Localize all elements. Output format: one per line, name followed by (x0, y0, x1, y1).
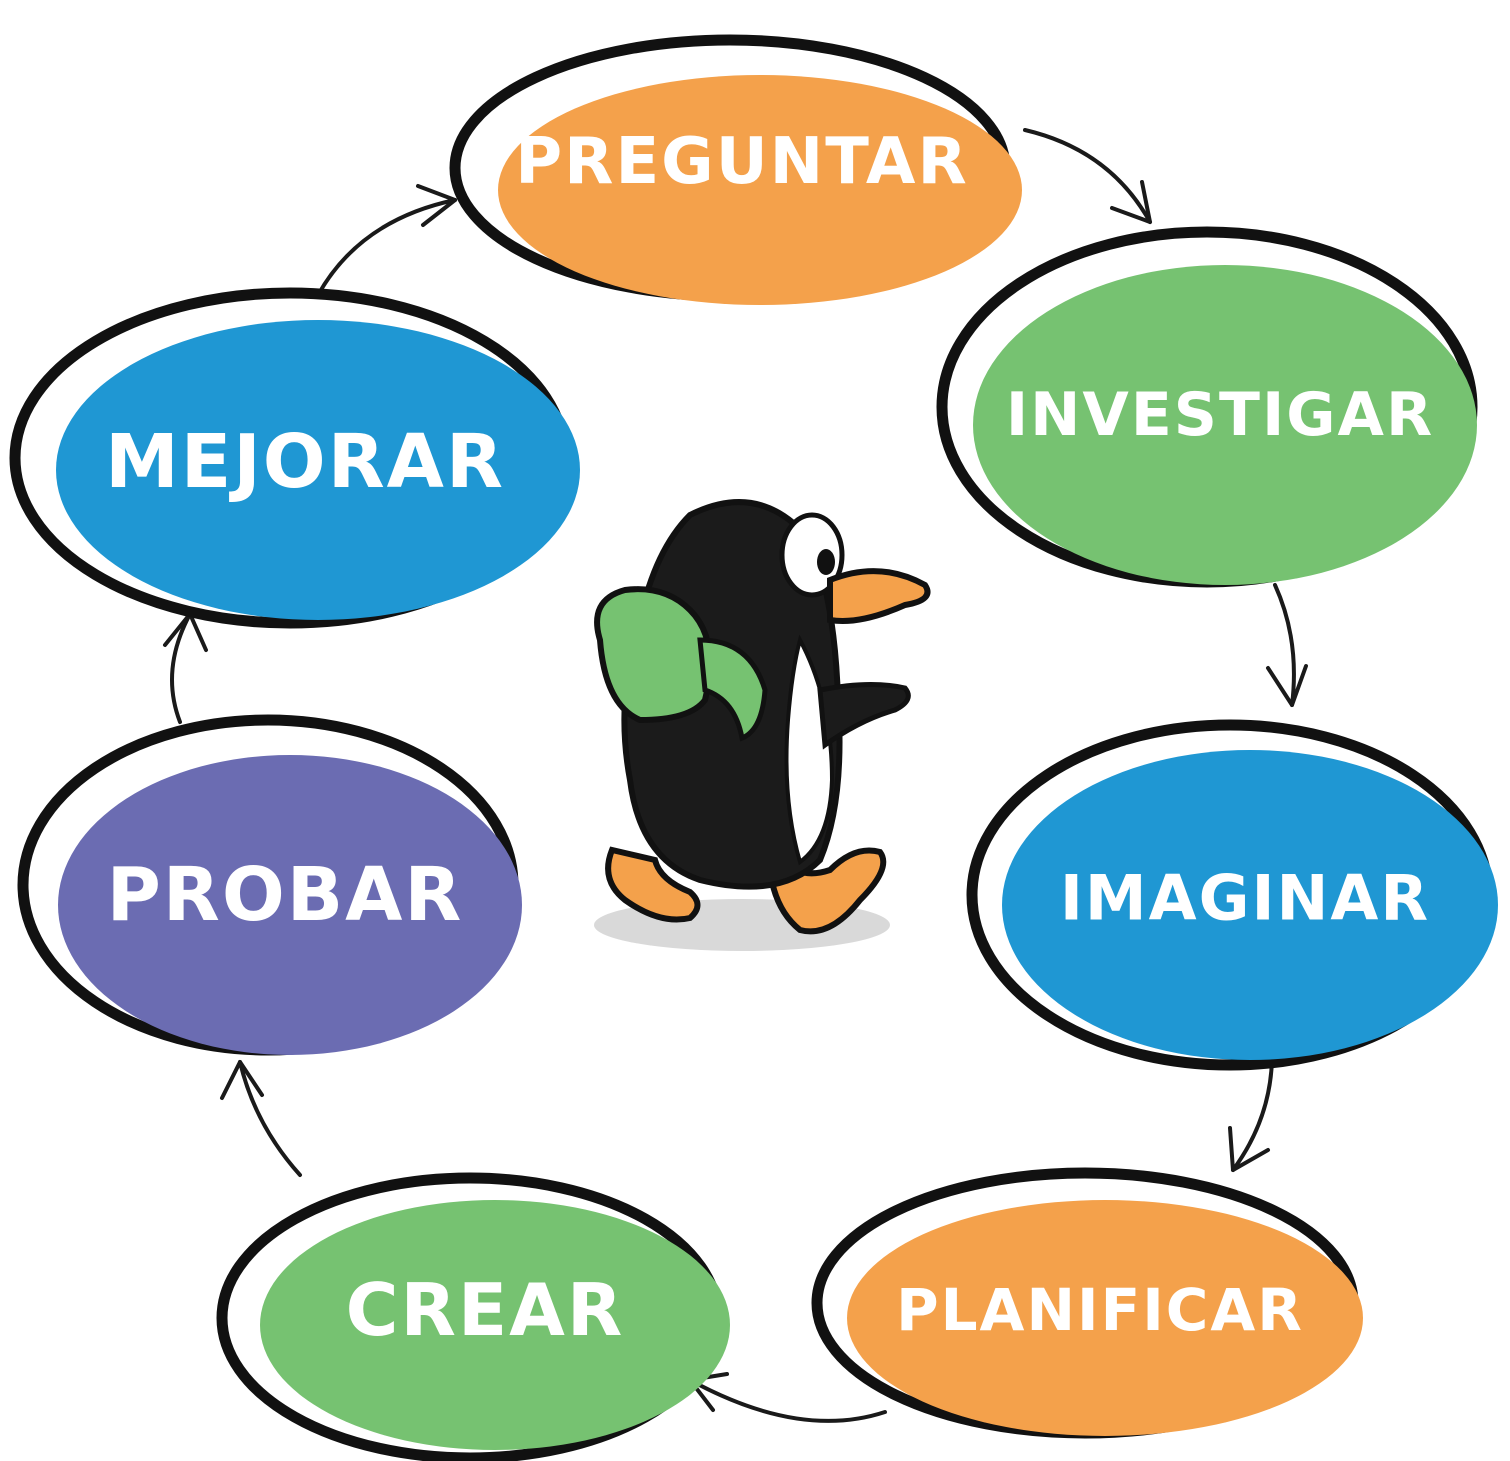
step-imaginar (972, 725, 1498, 1065)
step-label: PROBAR (106, 852, 464, 938)
step-label: PREGUNTAR (515, 125, 969, 199)
step-label: IMAGINAR (1059, 861, 1431, 935)
arrow-planificar-to-crear (690, 1374, 885, 1421)
arrow-mejorar-to-preguntar (318, 186, 455, 295)
step-label: CREAR (345, 1268, 625, 1352)
penguin-icon (594, 502, 928, 951)
step-label: INVESTIGAR (1005, 380, 1435, 450)
step-probar (23, 720, 522, 1055)
arrow-probar-to-mejorar (165, 614, 206, 722)
step-label: PLANIFICAR (896, 1276, 1304, 1344)
arrow-crear-to-probar (222, 1062, 300, 1175)
step-label: MEJORAR (105, 419, 505, 505)
arrow-imaginar-to-planificar (1230, 1060, 1272, 1170)
penguin-pupil (817, 549, 835, 575)
step-planificar (817, 1173, 1363, 1436)
arrow-investigar-to-imaginar (1268, 585, 1306, 705)
step-investigar (942, 232, 1477, 585)
step-mejorar (15, 293, 580, 623)
penguin-flipper (820, 684, 908, 745)
step-preguntar (455, 40, 1022, 305)
arrow-preguntar-to-investigar (1025, 130, 1150, 222)
penguin-beak (830, 571, 928, 621)
step-crear (222, 1178, 730, 1458)
